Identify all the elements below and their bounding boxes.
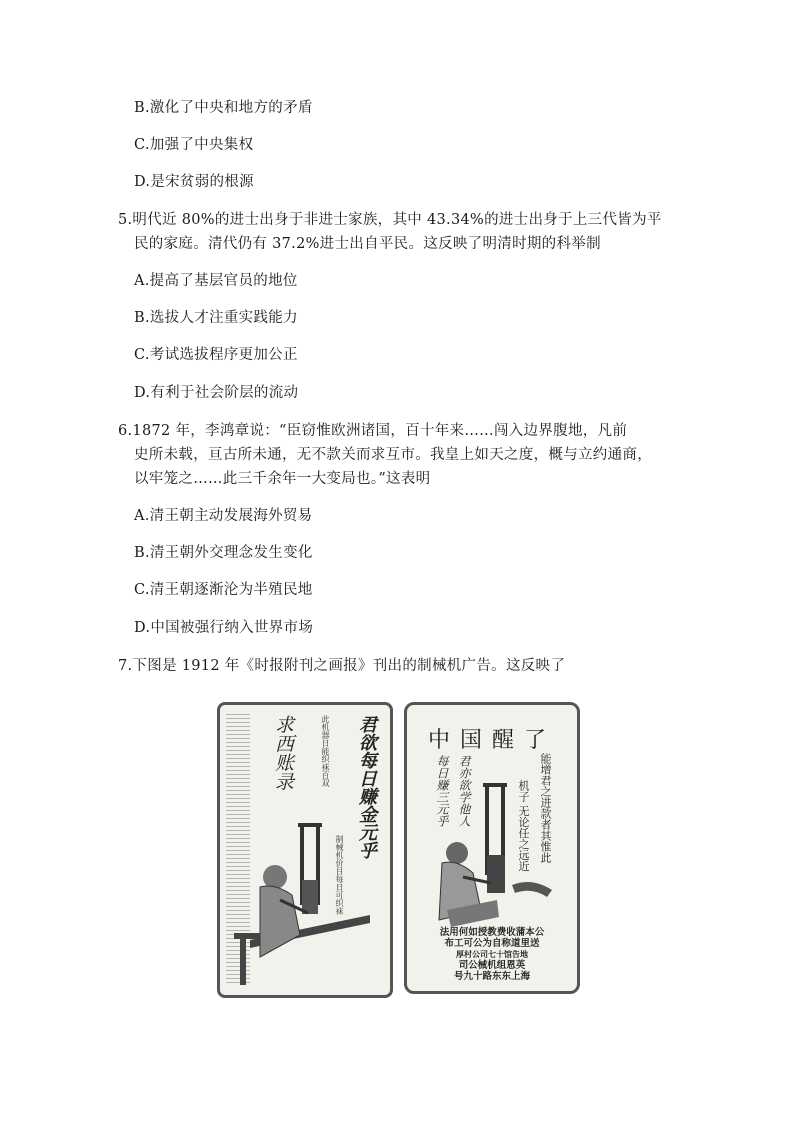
advertisement-left bbox=[217, 702, 393, 998]
q5-option-c: C.考试选拔程序更加公正 bbox=[134, 347, 298, 363]
q5-option-b: B.选拔人才注重实践能力 bbox=[134, 310, 298, 326]
q7-stem: 7.下图是 1912 年《时报附刊之画报》刊出的制械机广告。这反映了 bbox=[118, 658, 566, 674]
q6-option-d: D.中国被强行纳入世界市场 bbox=[134, 620, 314, 636]
ad-right-slogan4: 每日赚三元乎 bbox=[435, 755, 449, 827]
ad-right-footer-line: 法用何如授教费收蒲本公 bbox=[439, 927, 545, 938]
ad-right-slogan3: 君亦欲学他人 bbox=[457, 755, 471, 827]
ad-left-body-text: 制械机价目每日可织袜 bbox=[335, 835, 344, 915]
q5-option-d: D.有利于社会阶层的流动 bbox=[134, 385, 299, 401]
ad-right-slogan1: 能增君之进款者其惟此 bbox=[539, 753, 552, 863]
q5-stem-line1: 5.明代近 80%的进士出身于非进士家族，其中 43.34%的进士出身于上三代皆为平 bbox=[118, 212, 662, 228]
q6-stem-line2: 史所未载，亘古所未通，无不款关而求互市。我皇上如天之度，概与立约通商， bbox=[134, 447, 652, 463]
ad-right-title: 中国醒了 bbox=[427, 728, 556, 753]
ad-right-footer-line: 布工可公为自称道里送 bbox=[444, 938, 540, 949]
q4-option-b: B.激化了中央和地方的矛盾 bbox=[134, 100, 313, 116]
ad-right-footer-line: 司公械机组恩英 bbox=[458, 960, 526, 971]
ad-left-title: 求西账录 bbox=[272, 715, 294, 791]
q4-option-d: D.是宋贫弱的根源 bbox=[134, 174, 254, 190]
ad-right-footer bbox=[421, 927, 563, 982]
q6-option-a: A.清王朝主动发展海外贸易 bbox=[134, 508, 313, 524]
ad-right-footer-line: 号九十路东东上海 bbox=[453, 971, 530, 982]
ad-left-headline: 君欲每日赚金元乎 bbox=[356, 715, 377, 859]
ad-left-illustration bbox=[220, 705, 390, 995]
q6-option-b: B.清王朝外交理念发生变化 bbox=[134, 545, 313, 561]
advertisement-right bbox=[404, 702, 580, 994]
q5-option-a: A.提高了基层官员的地位 bbox=[134, 273, 298, 289]
q6-stem-line1: 6.1872 年，李鸿章说：“臣窃惟欧洲诸国，百十年来……闯入边界腹地，凡前 bbox=[118, 423, 628, 439]
ad-left-column-text: 此机器日能织袜百双 bbox=[321, 715, 330, 787]
q5-stem-line2: 民的家庭。清代仍有 37.2%进士出自平民。这反映了明清时期的科举制 bbox=[134, 236, 601, 252]
ad-right-footer-line: 厚村公司七十馆告地 bbox=[456, 949, 528, 959]
q6-option-c: C.清王朝逐渐沦为半殖民地 bbox=[134, 582, 313, 598]
q6-stem-line3: 以牢笼之……此三千余年一大变局也。”这表明 bbox=[134, 471, 431, 487]
ad-right-slogan2: 机子 无论任之远近 bbox=[517, 780, 530, 872]
q4-option-c: C.加强了中央集权 bbox=[134, 137, 254, 153]
